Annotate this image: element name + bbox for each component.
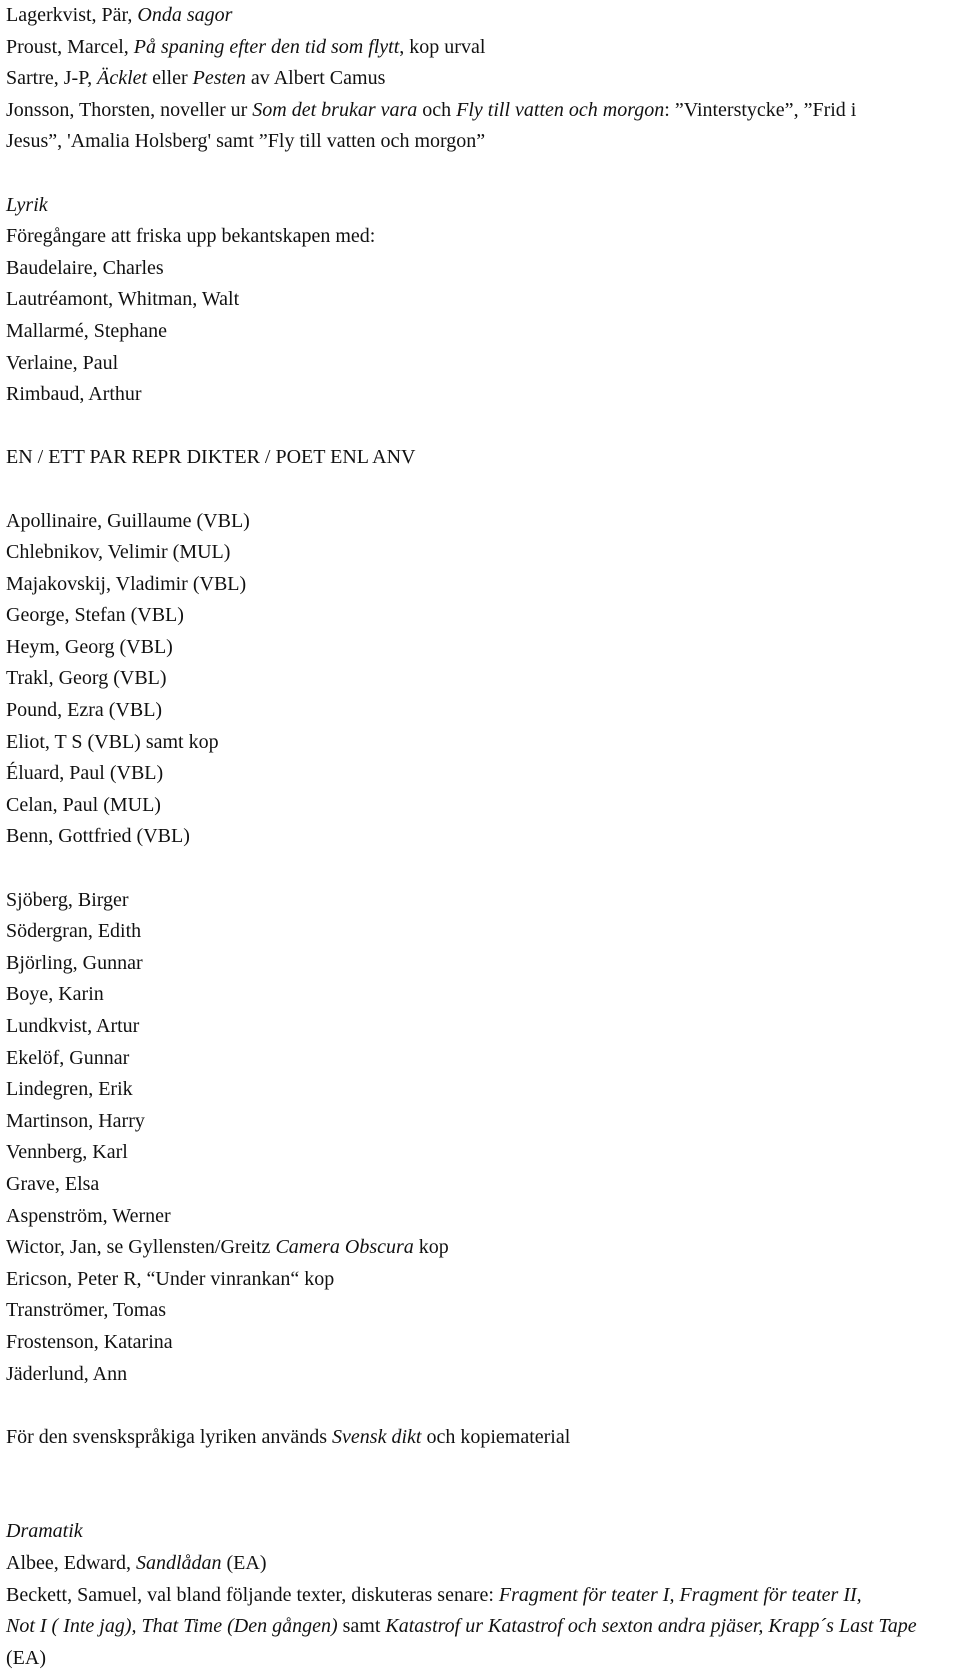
list-item: Ekelöf, Gunnar — [6, 1046, 130, 1069]
author-text: Lagerkvist, Pär, — [6, 4, 138, 26]
work-title: Fragment för teater I, Fragment för teater II, — [498, 1583, 862, 1606]
author-text: Jonsson, Thorsten, noveller ur — [6, 98, 253, 121]
work-title: Fly till vatten och morgon — [456, 98, 665, 121]
list-item: Celan, Paul (MUL) — [6, 793, 161, 816]
reading-item-beckett-cont — [6, 1611, 954, 1643]
list-item: Trakl, Georg (VBL) — [6, 667, 167, 690]
list-item: Apollinaire, Guillaume (VBL) — [6, 509, 250, 532]
list-item: Baudelaire, Charles — [6, 256, 164, 279]
list-item: Björling, Gunnar — [6, 951, 143, 974]
author-text: Wictor, Jan, se Gyllensten/Greitz — [6, 1236, 276, 1259]
list-item: Eliot, T S (VBL) samt kop — [6, 730, 219, 753]
work-title: Onda sagor — [137, 4, 233, 26]
note-text: kop — [413, 1236, 449, 1259]
poet-list — [6, 506, 954, 854]
author-text: Sartre, J-P, — [6, 67, 98, 90]
list-item: Mallarmé, Stephane — [6, 319, 168, 342]
work-title: Katastrof ur Katastrof och sexton andra pjäser, Krapp´s Last Tape — [385, 1615, 917, 1638]
list-item: George, Stefan (VBL) — [6, 604, 184, 627]
list-item: Verlaine, Paul — [6, 351, 119, 374]
connector-text: eller — [147, 67, 193, 90]
author-text: Albee, Edward, — [6, 1551, 136, 1574]
reading-item-jonsson — [6, 95, 954, 127]
section-heading-text: Lyrik — [6, 193, 48, 216]
work-title: Pesten — [192, 67, 246, 90]
reading-item-sartre — [6, 63, 954, 95]
document-page — [6, 0, 954, 1674]
note-text: (EA) — [221, 1551, 267, 1574]
list-item: Södergran, Edith — [6, 920, 142, 943]
lyrik-intro: Föregångare att friska upp bekantskapen med: — [6, 225, 376, 248]
spacer — [6, 1453, 954, 1516]
section-heading-dramatik — [6, 1516, 954, 1548]
list-item: Chlebnikov, Velimir (MUL) — [6, 541, 231, 564]
section-heading-lyrik — [6, 190, 954, 222]
list-item: Lundkvist, Artur — [6, 1015, 140, 1037]
work-title: Svensk dikt — [332, 1425, 422, 1448]
list-item: Heym, Georg (VBL) — [6, 635, 173, 658]
reading-item-albee — [6, 1548, 954, 1580]
spacer — [6, 1390, 954, 1422]
connector-text: samt — [337, 1615, 386, 1638]
list-item: Lautréamont, Whitman, Walt — [6, 288, 240, 311]
list-item: Martinson, Harry — [6, 1109, 145, 1132]
reading-item-lagerkvist — [6, 0, 954, 32]
note-text: För den svenskspråkiga lyriken används — [6, 1425, 333, 1448]
author-text: Beckett, Samuel, val bland följande texter, diskuteras senare: — [6, 1583, 499, 1606]
note-text: och kopiematerial — [421, 1425, 571, 1448]
list-item — [6, 1232, 954, 1264]
spacer — [6, 158, 954, 190]
spacer — [6, 411, 954, 443]
lyrik-note — [6, 1422, 954, 1454]
work-title: Som det brukar vara — [252, 98, 418, 121]
instruction-line: EN / ETT PAR REPR DIKTER / POET ENL ANV — [6, 446, 416, 469]
reading-item-beckett — [6, 1580, 954, 1612]
list-item: Ericson, Peter R, “Under vinrankan“ kop — [6, 1267, 335, 1290]
list-item: Sjöberg, Birger — [6, 888, 129, 911]
list-item: Jäderlund, Ann — [6, 1362, 128, 1385]
note-text: : ”Vinterstycke”, ”Frid i — [664, 98, 857, 121]
precursor-list — [6, 253, 954, 411]
work-title: Not I ( Inte jag), That Time (Den gången) — [6, 1615, 338, 1638]
author-text: Proust, Marcel, — [6, 35, 134, 58]
list-item: Benn, Gottfried (VBL) — [6, 825, 190, 848]
note-text: , kop urval — [399, 35, 486, 58]
list-item: Aspenström, Werner — [6, 1204, 171, 1227]
spacer — [6, 474, 954, 506]
reading-item-proust — [6, 32, 954, 64]
reading-item-jonsson-cont: Jesus”, 'Amalia Holsberg' samt ”Fly till vatten och morgon” — [6, 130, 486, 153]
work-title: Äcklet — [97, 67, 148, 90]
list-item: Tranströmer, Tomas — [6, 1299, 167, 1322]
work-title: Sandlådan — [135, 1551, 222, 1574]
list-item: Majakovskij, Vladimir (VBL) — [6, 572, 247, 595]
reading-item-beckett-end: (EA) — [6, 1646, 46, 1669]
list-item: Pound, Ezra (VBL) — [6, 699, 163, 722]
list-item: Boye, Karin — [6, 983, 104, 1006]
list-item: Vennberg, Karl — [6, 1141, 128, 1164]
list-item: Lindegren, Erik — [6, 1078, 133, 1101]
list-item: Grave, Elsa — [6, 1172, 100, 1195]
list-item: Éluard, Paul (VBL) — [6, 762, 164, 785]
swedish-poet-list — [6, 885, 954, 1391]
note-text: av Albert Camus — [245, 67, 386, 90]
spacer — [6, 853, 954, 885]
section-heading-text: Dramatik — [6, 1520, 83, 1543]
connector-text: och — [417, 98, 457, 121]
work-title: Camera Obscura — [275, 1236, 414, 1259]
work-title: På spaning efter den tid som flytt — [133, 35, 400, 58]
list-item: Frostenson, Katarina — [6, 1330, 173, 1353]
list-item: Rimbaud, Arthur — [6, 383, 142, 406]
